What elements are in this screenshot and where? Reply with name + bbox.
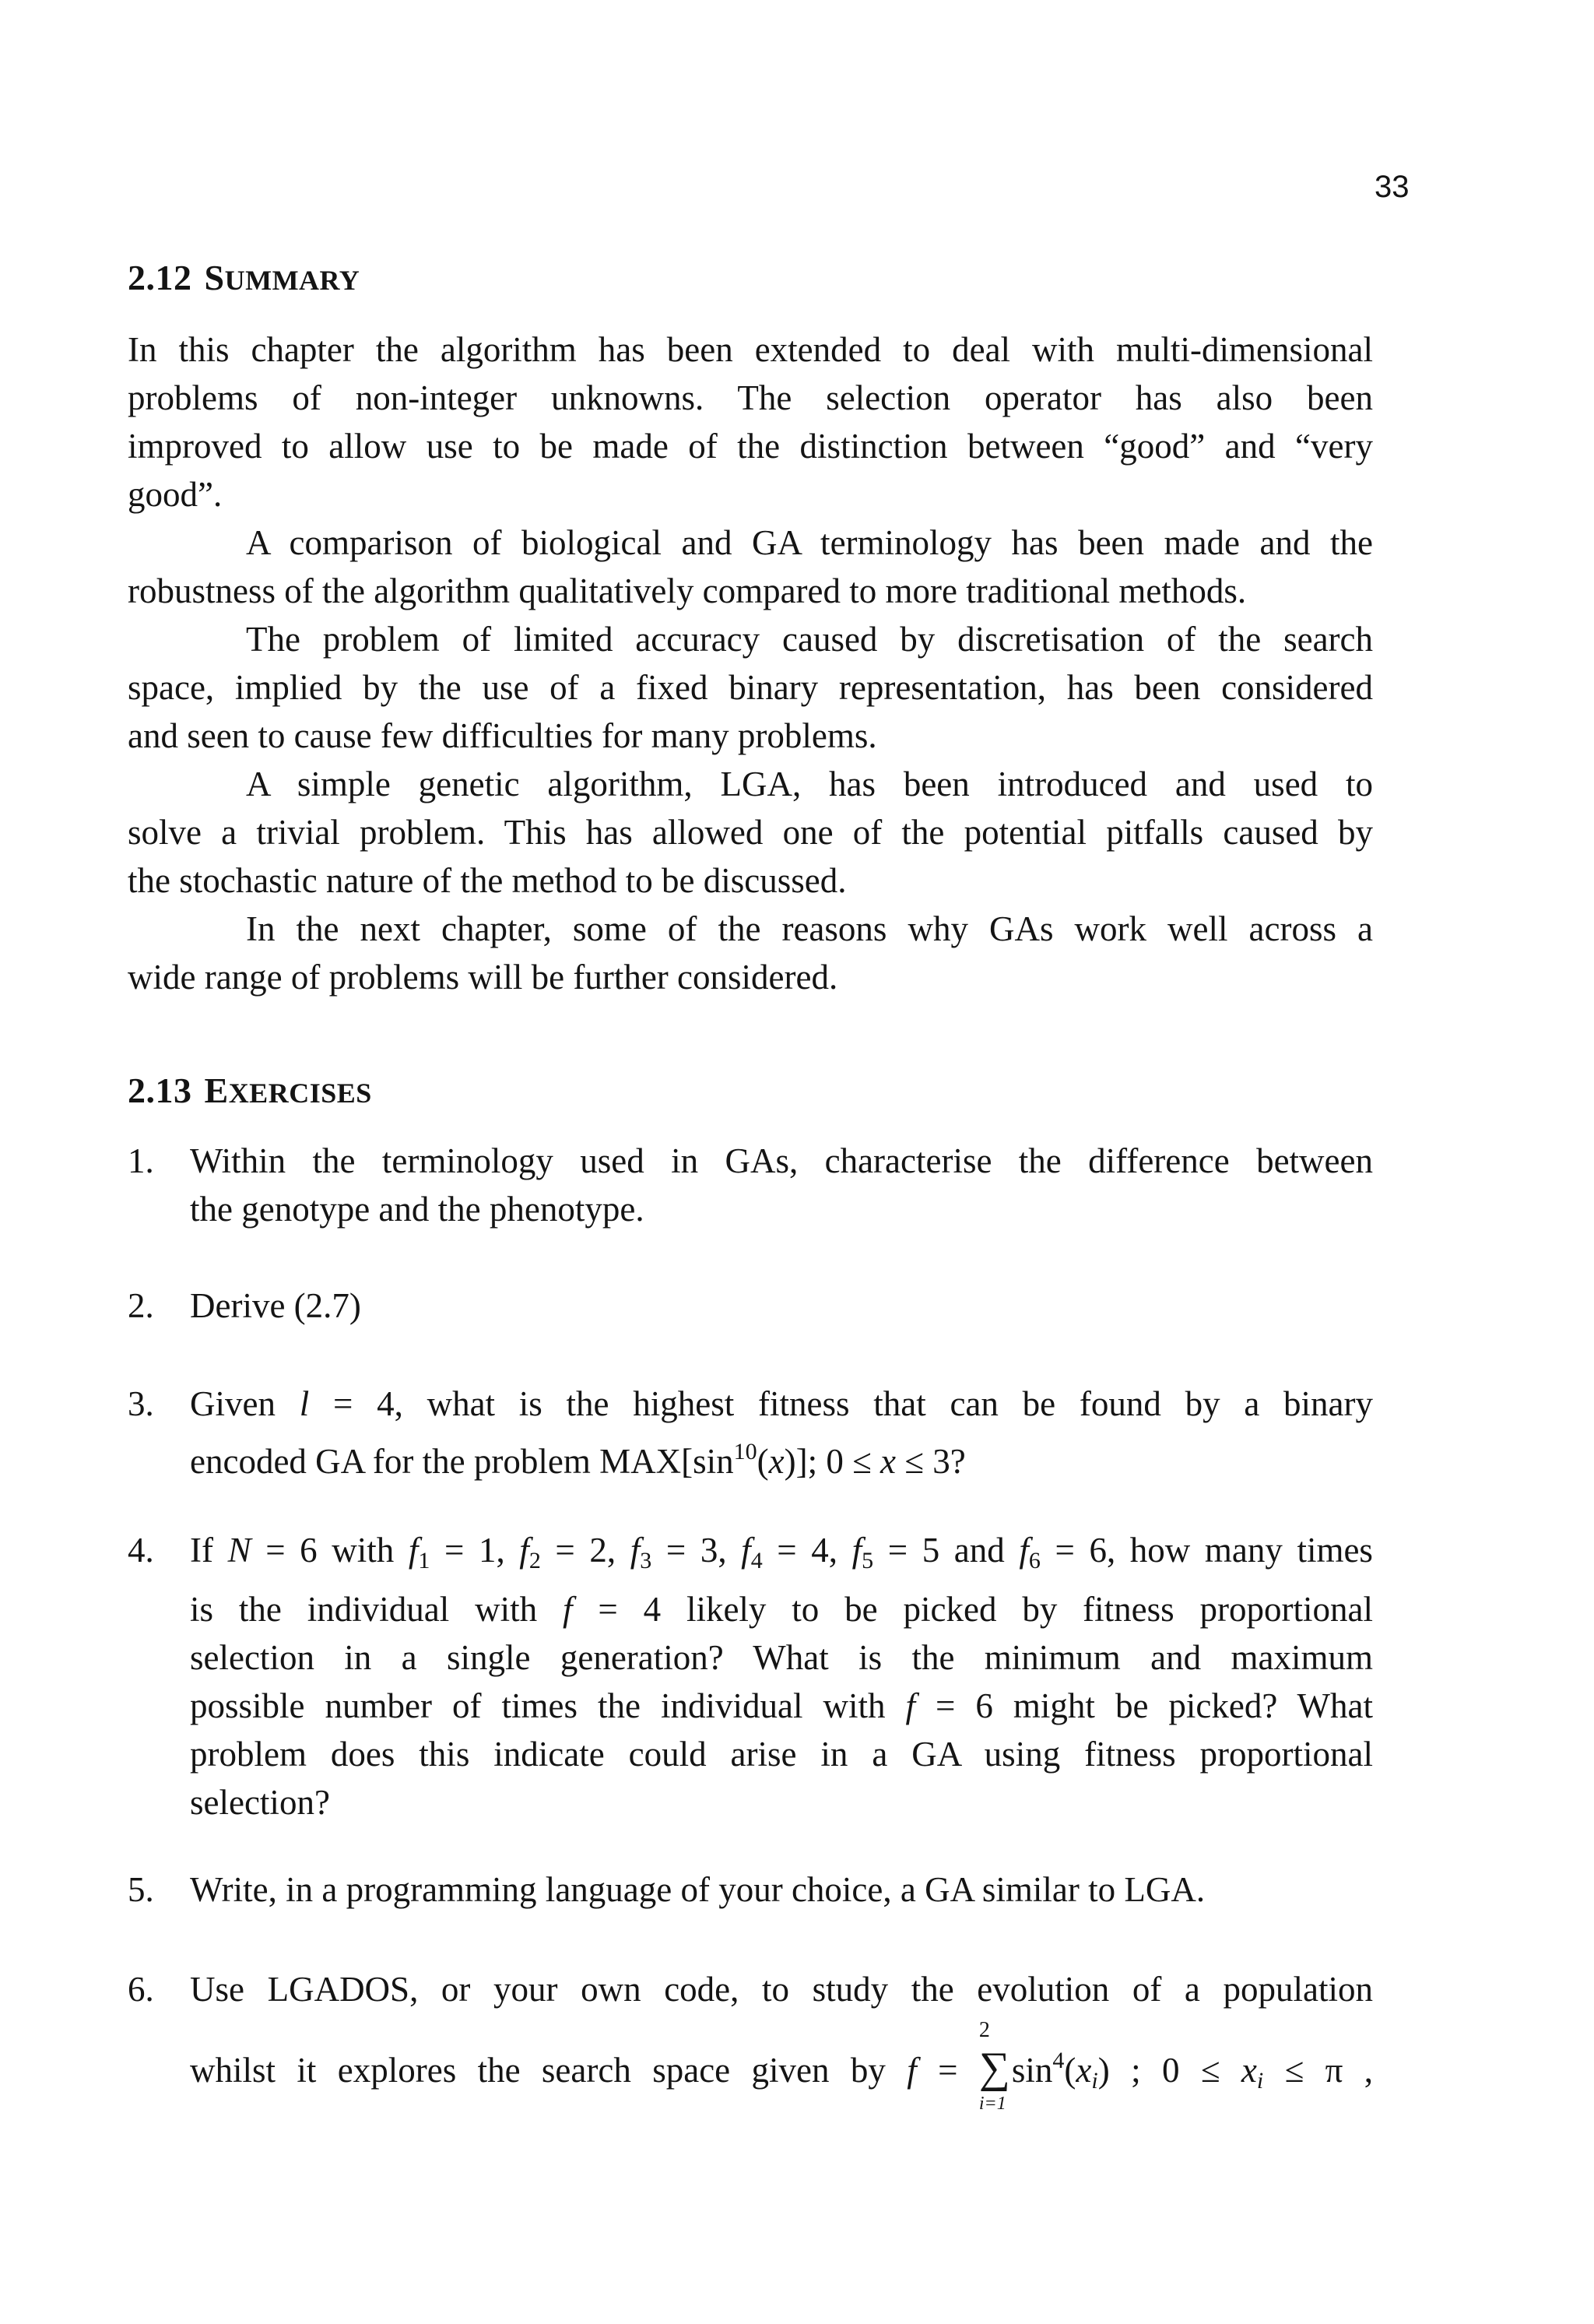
- section-heading-exercises: 2.13 EXERCISES: [128, 1071, 372, 1110]
- exercise-number: 5.: [128, 1870, 154, 1909]
- exercise-number: 3.: [128, 1384, 154, 1423]
- summary-paragraph-2: A comparison of biological and GA terminology has been made and the robustness of the algorithm qualitatively compared to more traditional methods.: [128, 523, 1373, 610]
- exercise-number: 2.: [128, 1286, 154, 1325]
- exercise-number: 1.: [128, 1141, 154, 1180]
- page-number: 33: [1375, 170, 1410, 204]
- exercise-number: 4.: [128, 1531, 154, 1570]
- section-number: 2.13: [128, 1071, 192, 1110]
- formula-line: whilst it explores the search space given by f = 2 ∑ i=1 $\sin^4(x_i)$ ; $0 \le x_i \le \pi$ ,: [190, 2018, 1373, 2114]
- summary-paragraph-4: A simple genetic algorithm, LGA, has been introduced and used to solve a trivial problem. This has allowed one of the potential pitfalls caused by the stochastic nature of the method to be discussed.: [128, 765, 1373, 900]
- section-heading-summary: 2.12 SUMMARY: [128, 258, 360, 297]
- summary-paragraph-5: In the next chapter, some of the reasons why GAs work well across a wide range of problems will be further considered.: [128, 909, 1373, 997]
- section-number: 2.12: [128, 258, 192, 297]
- summation-symbol: 2 ∑ i=1: [978, 2018, 1010, 2114]
- summary-paragraph-3: The problem of limited accuracy caused by discretisation of the search space, implied by the use of a fixed binary representation, has been considered and seen to cause few difficulties for many problems.: [128, 620, 1373, 755]
- exercise-number: 6.: [128, 1970, 154, 2009]
- summary-paragraph-1: In this chapter the algorithm has been extended to deal with multi-dimensional problems of non-integer unknowns. The selection operator has also been improved to allow use to be made of the distinction between “good” and “very good”.: [128, 330, 1373, 514]
